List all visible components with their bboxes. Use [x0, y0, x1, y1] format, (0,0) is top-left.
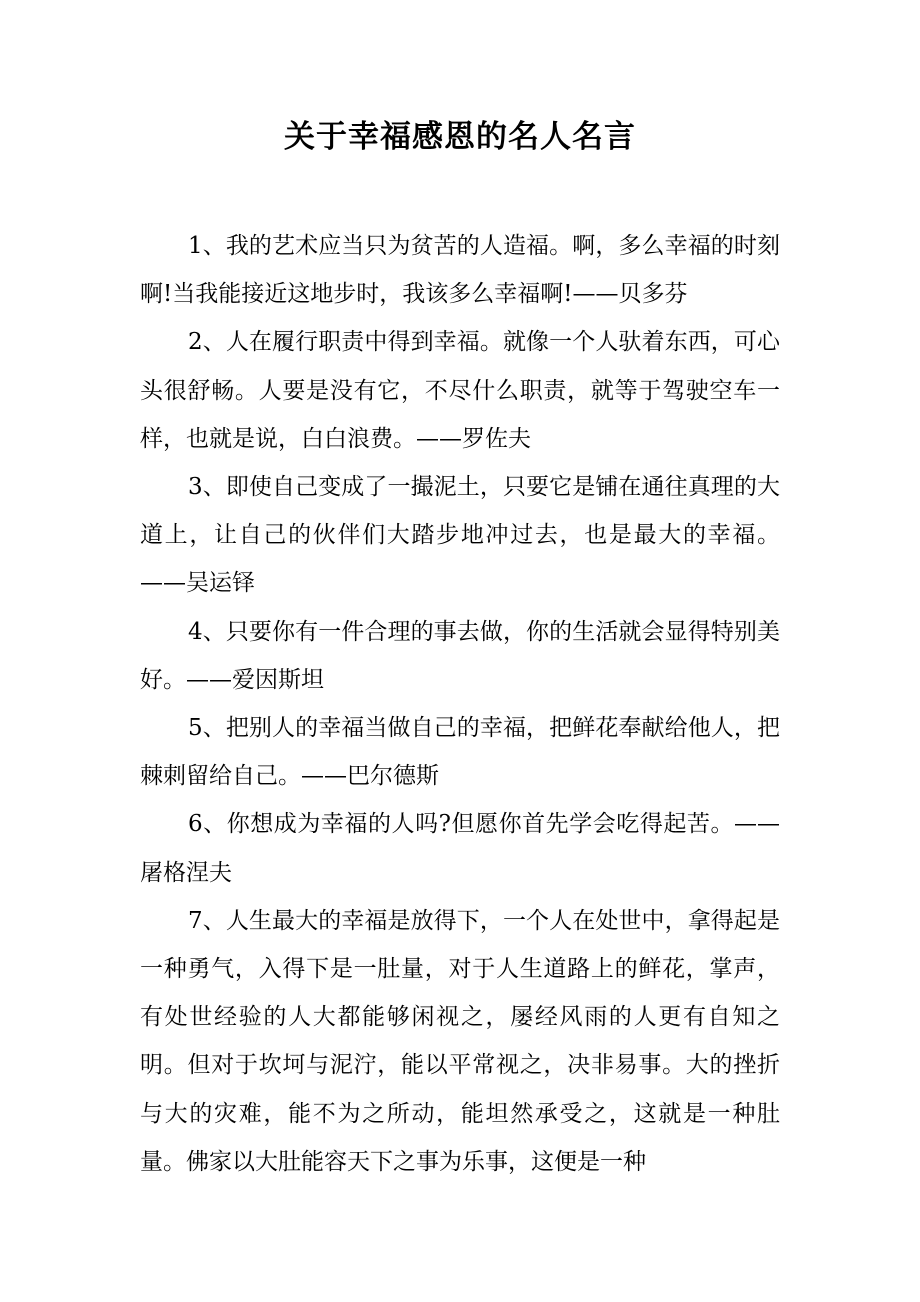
quote-item-1: 1、我的艺术应当只为贫苦的人造福。啊，多么幸福的时刻啊!当我能接近这地步时，我该多么幸福啊!——贝多芬: [140, 233, 780, 308]
quote-item-2: 2、人在履行职责中得到幸福。就像一个人驮着东西，可心头很舒畅。人要是没有它，不尽什么职责，就等于驾驶空车一样，也就是说，白白浪费。——罗佐夫: [140, 329, 780, 452]
quote-item-6: 6、你想成为幸福的人吗?但愿你首先学会吃得起苦。——屠格涅夫: [140, 811, 780, 886]
page-title: 关于幸福感恩的名人名言: [284, 119, 636, 155]
quote-list: [140, 222, 780, 1186]
quote-item-7: 7、人生最大的幸福是放得下，一个人在处世中，拿得起是一种勇气，入得下是一肚量，对于人生道路上的鲜花，掌声，有处世经验的人大都能够闲视之，屡经风雨的人更有自知之明。但对于坎坷与泥泞，能以平常视之，决非易事。大的挫折与大的灾难，能不为之所动，能坦然承受之，这就是一种肚量。佛家以大肚能容天下之事为乐事，这便是一种: [140, 907, 780, 1175]
quote-item-3: 3、即使自己变成了一撮泥土，只要它是铺在通往真理的大道上，让自己的伙伴们大踏步地冲过去，也是最大的幸福。——吴运铎: [140, 474, 780, 597]
quote-item-4: 4、只要你有一件合理的事去做，你的生活就会显得特别美好。——爱因斯坦: [140, 618, 780, 693]
quote-item-5: 5、把别人的幸福当做自己的幸福，把鲜花奉献给他人，把棘刺留给自己。——巴尔德斯: [140, 715, 780, 790]
